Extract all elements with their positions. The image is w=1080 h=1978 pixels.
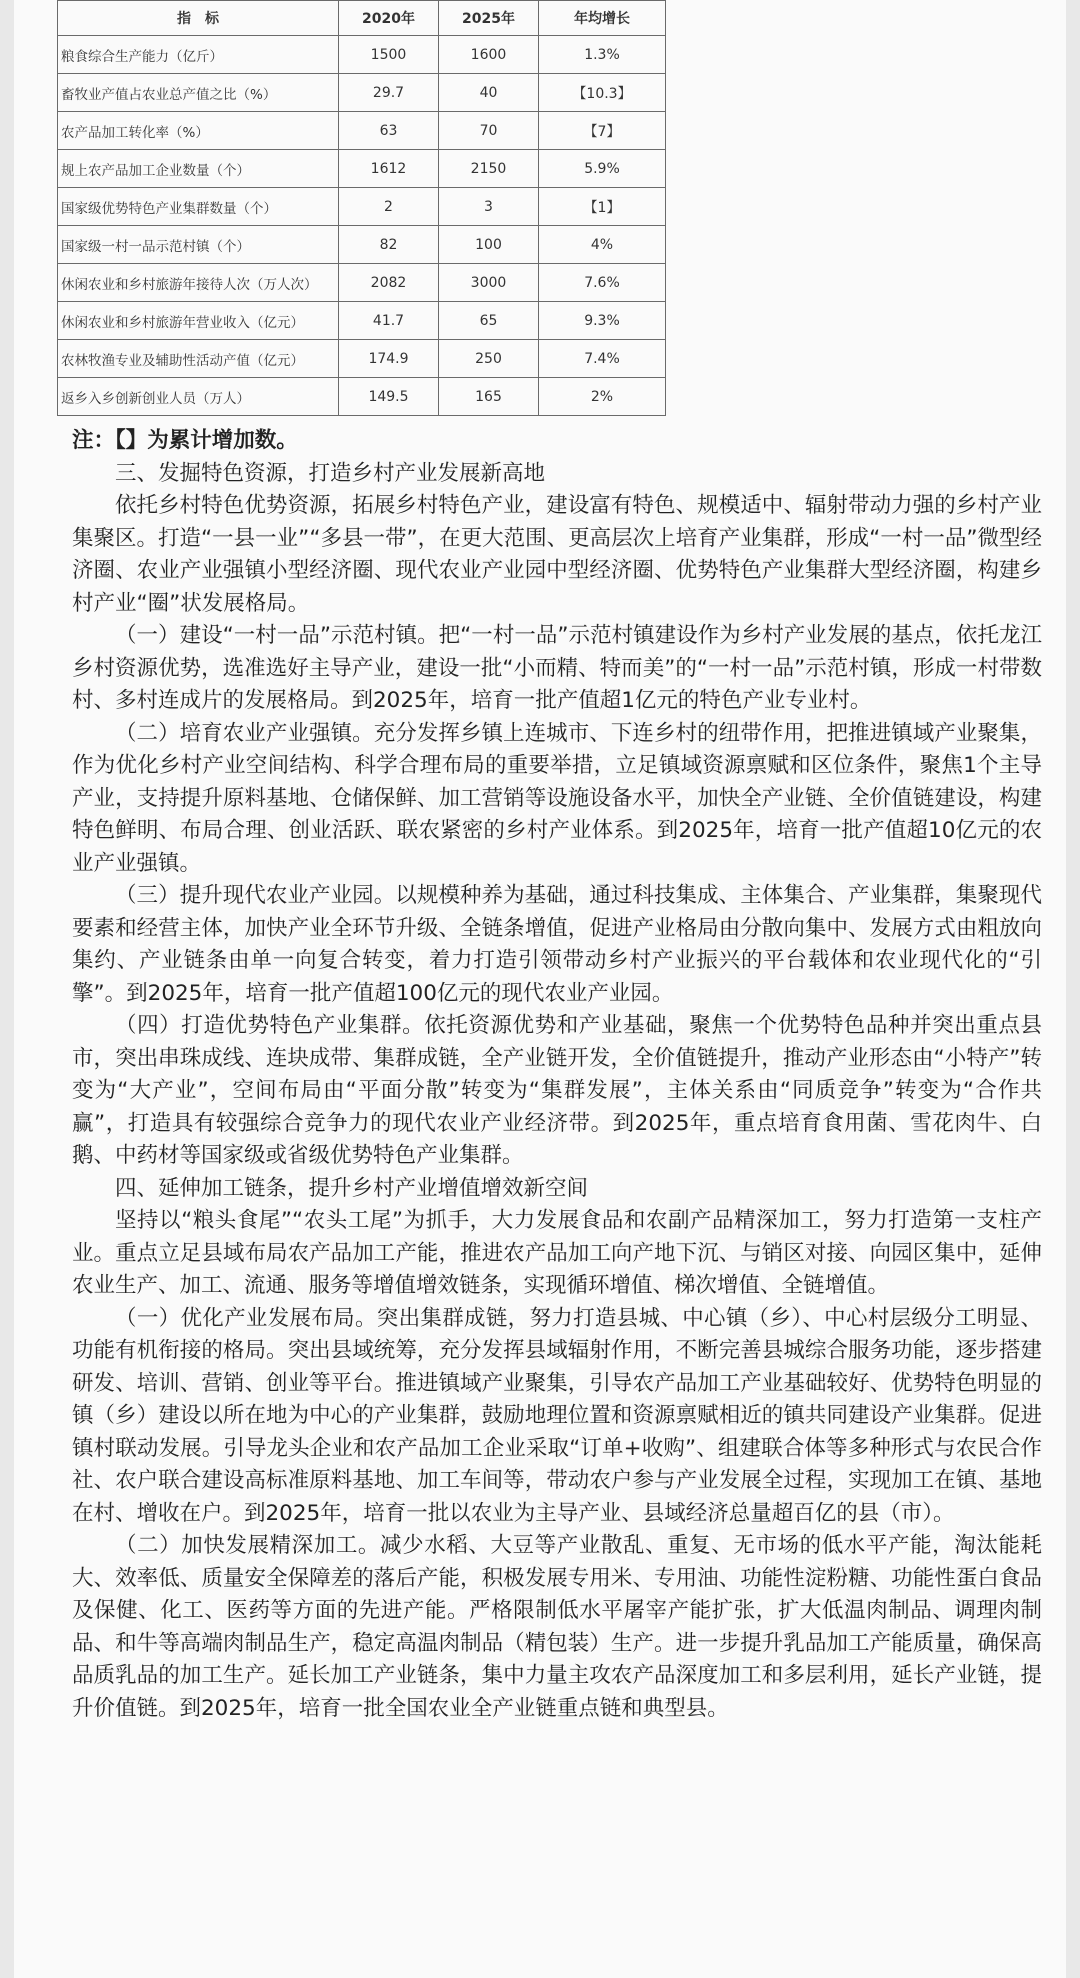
paragraph: 四、延伸加工链条，提升乡村产业增值增效新空间 [115,1175,589,1201]
value-2020-cell: 2082 [339,264,439,302]
value-2025-cell: 165 [439,378,539,416]
table-row [58,188,666,226]
indicator-table [57,0,666,416]
indicator-name-cell: 国家级一村一品示范村镇（个） [58,226,339,264]
growth-cell: 1.3% [539,36,666,74]
header-2025: 2025年 [439,1,539,36]
table-header-row [58,1,666,36]
paragraph: （一）建设“一村一品”示范村镇。把“一村一品”示范村镇建设作为乡村产业发展的基点，依托龙江乡村资源优势，选准选好主导产业，建设一批“小而精、特而美”的“一村一品”示范村镇，形成一村带数村、多村连成片的发展格局。到2025年，培育一批产值超1亿元的特色产业专业村。 [72,623,1042,713]
value-2025-cell: 250 [439,340,539,378]
table-row [58,378,666,416]
value-2025-cell: 70 [439,112,539,150]
value-2025-cell: 40 [439,74,539,112]
paragraph: 三、发掘特色资源，打造乡村产业发展新高地 [115,460,546,486]
indicator-name-cell: 休闲农业和乡村旅游年接待人次（万人次） [58,264,339,302]
value-2025-cell: 1600 [439,36,539,74]
indicator-name-cell: 规上农产品加工企业数量（个） [58,150,339,188]
body-text [72,425,1042,1725]
table-row [58,340,666,378]
header-growth: 年均增长 [539,1,666,36]
growth-cell: 5.9% [539,150,666,188]
growth-cell: 【10.3】 [539,74,666,112]
growth-cell: 4% [539,226,666,264]
value-2025-cell: 100 [439,226,539,264]
value-2025-cell: 2150 [439,150,539,188]
indicator-name-cell: 返乡入乡创新创业人员（万人） [58,378,339,416]
paragraph: （一）优化产业发展布局。突出集群成链，努力打造县城、中心镇（乡）、中心村层级分工明显、功能有机衔接的格局。突出县域统筹，充分发挥县域辐射作用，不断完善县城综合服务功能，逐步搭建研发、培训、营销、创业等平台。推进镇域产业聚集，引导农产品加工产业基础较好、优势特色明显的镇（乡）建设以所在地为中心的产业集群，鼓励地理位置和资源禀赋相近的镇共同建设产业集群。促进镇村联动发展。引导龙头企业和农产品加工企业采取“订单+收购”、组建联合体等多种形式与农民合作社、农户联合建设高标准原料基地、加工车间等，带动农户参与产业发展全过程，实现加工在镇、基地在村、增收在户。到2025年，培育一批以农业为主导产业、县域经济总量超百亿的县（市）。 [72,1305,1042,1526]
document-page [14,0,1066,1978]
table-note: 注：【】为累计增加数。 [72,428,298,453]
growth-cell: 7.4% [539,340,666,378]
table-row [58,150,666,188]
paragraph: 坚持以“粮头食尾”“农头工尾”为抓手，大力发展食品和农副产品精深加工，努力打造第一支柱产业。重点立足县域布局农产品加工产能，推进农产品加工向产地下沉、与销区对接、向园区集中，延伸农业生产、加工、流通、服务等增值增效链条，实现循环增值、梯次增值、全链增值。 [72,1208,1042,1298]
value-2020-cell: 2 [339,188,439,226]
value-2025-cell: 3 [439,188,539,226]
growth-cell: 【7】 [539,112,666,150]
paragraph: （四）打造优势特色产业集群。依托资源优势和产业基础，聚焦一个优势特色品种并突出重点县市，突出串珠成线、连块成带、集群成链，全产业链开发，全价值链提升，推动产业形态由“小特产”转变为“大产业”，空间布局由“平面分散”转变为“集群发展”，主体关系由“同质竞争”转变为“合作共赢”，打造具有较强综合竞争力的现代农业产业经济带。到2025年，重点培育食用菌、雪花肉牛、白鹅、中药材等国家级或省级优势特色产业集群。 [72,1013,1042,1168]
value-2020-cell: 63 [339,112,439,150]
value-2020-cell: 149.5 [339,378,439,416]
table-row [58,226,666,264]
table-body [58,36,666,416]
indicator-name-cell: 农产品加工转化率（%） [58,112,339,150]
header-indicator: 指 标 [58,1,339,36]
indicator-name-cell: 休闲农业和乡村旅游年营业收入（亿元） [58,302,339,340]
paragraph: （二）培育农业产业强镇。充分发挥乡镇上连城市、下连乡村的纽带作用，把推进镇域产业聚集，作为优化乡村产业空间结构、科学合理布局的重要举措，立足镇域资源禀赋和区位条件，聚焦1个主导产业，支持提升原料基地、仓储保鲜、加工营销等设施设备水平，加快全产业链、全价值链建设，构建特色鲜明、布局合理、创业活跃、联农紧密的乡村产业体系。到2025年，培育一批产值超10亿元的农业产业强镇。 [72,720,1042,876]
indicator-name-cell: 农林牧渔专业及辅助性活动产值（亿元） [58,340,339,378]
paragraphs [72,458,1042,1726]
indicator-name-cell: 国家级优势特色产业集群数量（个） [58,188,339,226]
value-2020-cell: 1612 [339,150,439,188]
value-2025-cell: 65 [439,302,539,340]
growth-cell: 9.3% [539,302,666,340]
value-2020-cell: 41.7 [339,302,439,340]
growth-cell: 7.6% [539,264,666,302]
table-row [58,74,666,112]
paragraph: （三）提升现代农业产业园。以规模种养为基础，通过科技集成、主体集合、产业集群，集聚现代要素和经营主体，加快产业全环节升级、全链条增值，促进产业格局由分散向集中、发展方式由粗放向集约、产业链条由单一向复合转变，着力打造引领带动乡村产业振兴的平台载体和农业现代化的“引擎”。到2025年，培育一批产值超100亿元的现代农业产业园。 [72,883,1042,1006]
paragraph: （二）加快发展精深加工。减少水稻、大豆等产业散乱、重复、无市场的低水平产能，淘汰能耗大、效率低、质量安全保障差的落后产能，积极发展专用米、专用油、功能性淀粉糖、功能性蛋白食品及保健、化工、医药等方面的先进产能。严格限制低水平屠宰产能扩张，扩大低温肉制品、调理肉制品、和牛等高端肉制品生产，稳定高温肉制品（精包装）生产。进一步提升乳品加工产能质量，确保高品质乳品的加工生产。延长加工产业链条，集中力量主攻农产品深度加工和多层利用，延长产业链，提升价值链。到2025年，培育一批全国农业全产业链重点链和典型县。 [72,1533,1042,1721]
value-2020-cell: 174.9 [339,340,439,378]
table-row [58,36,666,74]
indicator-name-cell: 粮食综合生产能力（亿斤） [58,36,339,74]
table-row [58,302,666,340]
table-row [58,264,666,302]
growth-cell: 2% [539,378,666,416]
value-2020-cell: 29.7 [339,74,439,112]
header-2020: 2020年 [339,1,439,36]
value-2020-cell: 1500 [339,36,439,74]
indicator-name-cell: 畜牧业产值占农业总产值之比（%） [58,74,339,112]
growth-cell: 【1】 [539,188,666,226]
paragraph: 依托乡村特色优势资源，拓展乡村特色产业，建设富有特色、规模适中、辐射带动力强的乡村产业集聚区。打造“一县一业”“多县一带”，在更大范围、更高层次上培育产业集群，形成“一村一品”微型经济圈、农业产业强镇小型经济圈、现代农业产业园中型经济圈、优势特色产业集群大型经济圈，构建乡村产业“圈”状发展格局。 [72,493,1042,616]
value-2025-cell: 3000 [439,264,539,302]
table-row [58,112,666,150]
value-2020-cell: 82 [339,226,439,264]
